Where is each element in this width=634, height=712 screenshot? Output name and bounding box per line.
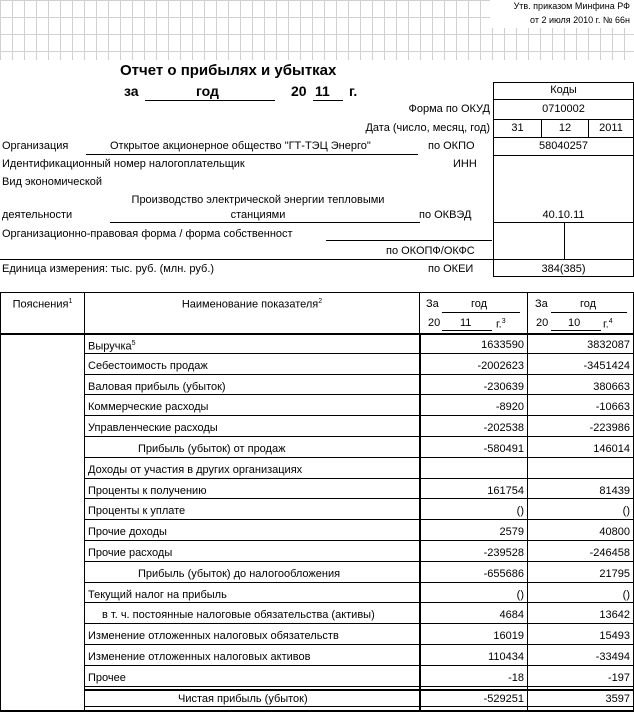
- row-value-2011: -239528: [483, 547, 524, 559]
- okpo-label: по ОКПО: [428, 140, 475, 152]
- row-name: Коммерческие расходы: [88, 401, 209, 414]
- row-value-2011: -202538: [483, 422, 524, 435]
- row-name: Изменение отложенных налоговых обязательств: [88, 630, 339, 643]
- col-a-g: г.$^3$: [496, 318, 506, 331]
- legal-form-label: Организационно-правовая форма / форма собственност: [2, 228, 293, 240]
- row-value-2011: 161754: [487, 484, 524, 497]
- row-value-2011: 110434: [488, 651, 524, 663]
- row-value-2010: -33494: [595, 651, 630, 663]
- date-day: 31: [511, 122, 524, 134]
- row-value-2011: (): [516, 505, 524, 518]
- row-value-2011: (): [516, 588, 524, 601]
- okved-label: по ОКВЭД: [419, 209, 472, 221]
- row-name: Прибыль (убыток) от продаж: [138, 443, 286, 455]
- row-value-2011: -230639: [483, 380, 524, 393]
- col-a-za: За: [426, 298, 439, 310]
- date-month: 12: [558, 122, 572, 134]
- row-name: Чистая прибыль (убыток): [178, 692, 308, 705]
- col-a-god: год: [471, 298, 488, 310]
- unit-label: Единица измерения: тыс. руб. (млн. руб.): [2, 263, 215, 275]
- col-b-za: За: [535, 298, 548, 310]
- row-name: Прочие доходы: [88, 526, 167, 539]
- row-value-2011: -580491: [483, 443, 524, 455]
- inn-label: ИНН: [453, 158, 477, 170]
- activity-value-1: Производство электрической энергии тепловыми: [131, 194, 385, 206]
- col-a-yy: 11: [460, 317, 472, 329]
- row-value-2010: -223986: [589, 422, 630, 435]
- row-name: Себестоимость продаж: [88, 359, 208, 372]
- org-label: Организация: [2, 140, 69, 152]
- okved-value: 40.10.11: [542, 209, 585, 221]
- row-value-2010: 3832087: [587, 339, 630, 351]
- codes-heading: Коды: [550, 84, 577, 96]
- row-value-2010: (): [622, 505, 630, 518]
- row-value-2010: -246458: [589, 547, 630, 559]
- row-name: Управленческие расходы: [88, 422, 218, 435]
- okud-value: 0710002: [542, 103, 585, 115]
- date-year: 2011: [599, 122, 623, 134]
- row-name: Прочее: [88, 671, 126, 684]
- inn-row-label: Идентификационный номер налогоплательщик: [2, 158, 245, 170]
- row-value-2011: 16019: [493, 630, 524, 643]
- col-b-god: год: [580, 298, 597, 310]
- date-label: Дата (число, месяц, год): [365, 122, 490, 134]
- row-value-2011: -2002623: [477, 359, 524, 372]
- row-value-2011: -18: [508, 671, 524, 684]
- row-value-2010: -10663: [595, 401, 630, 414]
- row-value-2010: 21795: [599, 567, 630, 580]
- activity-label-2: деятельности: [2, 209, 73, 221]
- period-prefix: за: [124, 83, 139, 99]
- col-b-20: 20: [536, 317, 549, 329]
- col-a-20: 20: [428, 317, 441, 329]
- row-value-2011: -529251: [483, 692, 524, 705]
- okei-value: 384(385): [541, 263, 586, 275]
- col-b-yy: 10: [568, 317, 581, 329]
- row-value-2010: 40800: [599, 526, 630, 539]
- row-name: Текущий налог на прибыль: [88, 588, 227, 601]
- row-value-2010: 146014: [593, 443, 630, 455]
- activity-label-1: Вид экономической: [2, 176, 103, 188]
- year-prefix: 20: [291, 83, 307, 99]
- row-value-2010: 81439: [599, 484, 630, 497]
- row-name: в т. ч. постоянные налоговые обязательства (активы): [102, 609, 375, 622]
- col-b-g: г.$^4$: [603, 318, 613, 331]
- okopf-label: по ОКОПФ/ОКФС: [386, 245, 475, 257]
- approval-line-2: от 2 июля 2010 г. № 66н: [530, 15, 630, 25]
- row-name: Изменение отложенных налоговых активов: [88, 651, 311, 663]
- report-title: Отчет о прибылях и убытках: [120, 62, 337, 79]
- row-value-2011: 4684: [499, 609, 524, 622]
- row-value-2010: 15493: [599, 630, 630, 643]
- row-value-2010: (): [622, 588, 630, 601]
- approval-line-1: Утв. приказом Минфина РФ: [513, 1, 630, 11]
- table-bg: [0, 292, 634, 712]
- row-value-2011: -655686: [483, 567, 524, 580]
- row-name: Проценты к уплате: [88, 505, 186, 518]
- activity-value-2: станциями: [230, 209, 286, 221]
- row-name: Прочие расходы: [88, 547, 173, 559]
- org-value: Открытое акционерное общество "ГТ-ТЭЦ Энерго": [110, 140, 371, 152]
- okud-label: Форма по ОКУД: [408, 103, 490, 115]
- period-god: год: [196, 83, 219, 99]
- row-value-2011: 2579: [499, 526, 524, 539]
- row-name: Прибыль (убыток) до налогообложения: [138, 567, 341, 580]
- row-value-2011: -8920: [495, 401, 524, 414]
- row-name: Доходы от участия в других организациях: [88, 463, 303, 476]
- okei-label: по ОКЕИ: [428, 263, 474, 275]
- col-notes-header: Пояснения$^1$: [12, 298, 73, 311]
- row-value-2010: -3451424: [583, 359, 630, 372]
- row-name: Выручка$^5$: [88, 340, 136, 353]
- row-name: Проценты к получению: [88, 484, 207, 497]
- row-value-2011: 1633590: [481, 339, 524, 351]
- row-value-2010: 380663: [593, 380, 630, 393]
- year-suffix: 11: [315, 83, 330, 99]
- row-value-2010: 13642: [599, 609, 630, 622]
- col-name-header: Наименование показателя$^2$: [181, 298, 323, 311]
- okpo-value: 58040257: [539, 140, 588, 152]
- row-value-2010: 3597: [605, 692, 630, 705]
- row-name: Валовая прибыль (убыток): [88, 380, 226, 393]
- row-value-2010: -197: [607, 671, 630, 684]
- year-unit: г.: [349, 83, 358, 99]
